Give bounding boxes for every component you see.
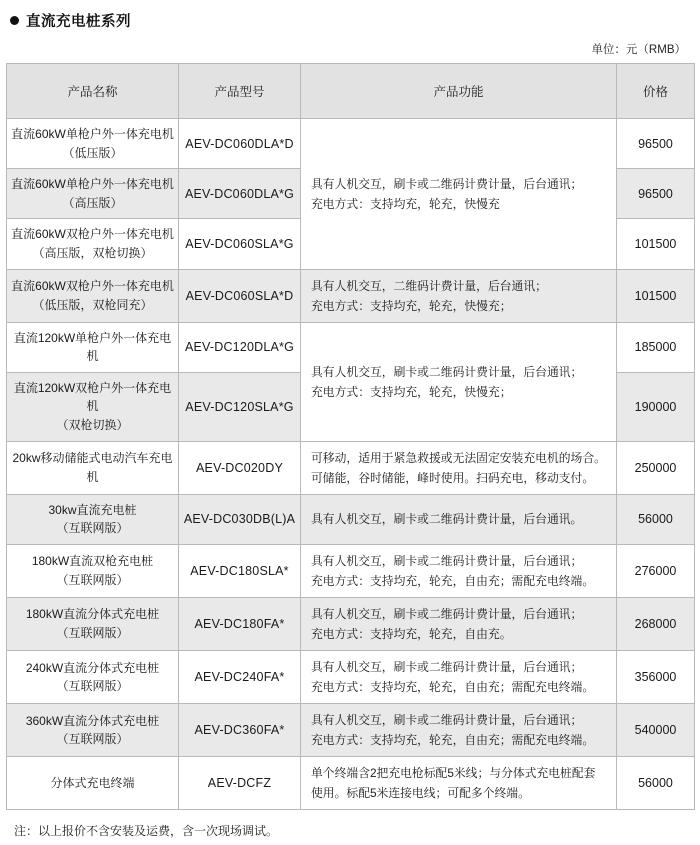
product-name-line1: 直流60kW单枪户外一体充电机: [11, 177, 174, 192]
table-header-row: [7, 64, 695, 119]
product-price-table: [6, 63, 695, 810]
cell-product-model: AEV-DC120SLA*G: [179, 372, 301, 441]
function-line2: 充电方式：支持均充，轮充，自由充；需配充电终端。: [311, 680, 595, 695]
cell-product-name: [7, 598, 179, 651]
cell-price: 276000: [617, 544, 695, 597]
column-header-product-function: 产品功能: [301, 64, 617, 119]
function-line2: 充电方式：支持均充，轮充，自由充；需配充电终端。: [311, 733, 595, 748]
table-row: [7, 651, 695, 704]
cell-price: 96500: [617, 169, 695, 219]
cell-price: 56000: [617, 494, 695, 544]
footer-note: 注：以上报价不含安装及运费，含一次现场调试。: [14, 824, 279, 839]
cell-price: 101500: [617, 269, 695, 322]
function-line1: 具有人机交互，刷卡或二维码计费计量，后台通讯；: [311, 607, 583, 621]
cell-price: 540000: [617, 704, 695, 757]
cell-product-name: [7, 372, 179, 441]
column-header-price: 价格: [617, 64, 695, 119]
cell-price: 250000: [617, 441, 695, 494]
table-row: [7, 757, 695, 810]
cell-price: 56000: [617, 757, 695, 810]
cell-product-function: [301, 651, 617, 704]
function-line1: 具有人机交互，刷卡或二维码计费计量，后台通讯；: [311, 713, 583, 728]
cell-product-function: [301, 494, 617, 544]
product-name-line2: （双枪切换）: [56, 418, 129, 433]
product-name-line1: 直流60kW双枪户外一体充电机: [11, 227, 174, 242]
cell-price: 96500: [617, 119, 695, 169]
function-line1: 单个终端含2把充电枪标配5米线；与分体式充电桩配套: [311, 766, 596, 781]
product-name-line2: （互联网版）: [56, 521, 129, 536]
table-row: [7, 269, 695, 322]
cell-product-model: AEV-DC030DB(L)A: [179, 494, 301, 544]
cell-product-name: [7, 119, 179, 169]
cell-product-name: [7, 441, 179, 494]
table-row: [7, 598, 695, 651]
product-name-line1: 240kW直流分体式充电桩: [25, 660, 160, 675]
product-name-line2: （高压版，双枪切换）: [32, 245, 153, 260]
cell-product-function: [301, 544, 617, 597]
product-name-line1: 直流60kW单枪户外一体充电机: [11, 127, 174, 141]
unit-label: 单位：元（RMB）: [591, 44, 686, 56]
cell-product-name: [7, 322, 179, 372]
function-line2: 充电方式：支持均充，轮充，快慢充；: [311, 298, 512, 313]
table-body: [7, 119, 695, 810]
cell-product-name: [7, 704, 179, 757]
cell-product-model: AEV-DC060SLA*G: [179, 219, 301, 269]
cell-price: 185000: [617, 322, 695, 372]
function-line1: 具有人机交互，刷卡或二维码计费计量，后台通讯；: [311, 553, 583, 568]
cell-product-model: AEV-DCFZ: [179, 757, 301, 810]
cell-product-model: AEV-DC180SLA*: [179, 544, 301, 597]
function-line2: 充电方式：支持均充，轮充，快慢充；: [311, 384, 512, 399]
cell-product-model: AEV-DC020DY: [179, 441, 301, 494]
cell-price: 101500: [617, 219, 695, 269]
function-line2: 充电方式：支持均充，轮充，快慢充: [311, 196, 500, 211]
cell-product-function: [301, 757, 617, 810]
product-name-line2: （高压版）: [62, 195, 123, 210]
product-name-line1: 直流120kW单枪户外一体充电机: [13, 330, 172, 364]
product-name-line2: （低压版，双枪同充）: [32, 297, 153, 312]
product-name-line2: （互联网版）: [56, 572, 129, 587]
cell-product-model: AEV-DC240FA*: [179, 651, 301, 704]
cell-product-function-merged-c: [301, 322, 617, 441]
function-line1: 具有人机交互，刷卡或二维码计费计量，后台通讯。: [311, 512, 583, 527]
cell-product-model: AEV-DC060DLA*D: [179, 119, 301, 169]
product-name-line2: （互联网版）: [56, 732, 129, 747]
cell-price: 356000: [617, 651, 695, 704]
product-name-line1: 360kW直流分体式充电桩: [25, 713, 160, 728]
cell-product-function-merged-b: [301, 269, 617, 322]
product-name-line2: （互联网版）: [56, 679, 129, 694]
cell-product-function: [301, 704, 617, 757]
table-row: [7, 544, 695, 597]
page-title-text: 直流充电桩系列: [26, 14, 131, 30]
column-header-product-model: 产品型号: [179, 64, 301, 119]
product-name-line1: 180kW直流分体式充电桩: [25, 607, 160, 622]
function-line1: 具有人机交互，刷卡或二维码计费计量，后台通讯；: [311, 176, 583, 191]
function-line2: 充电方式：支持均充，轮充，自由充。: [311, 627, 512, 642]
product-name-line1: 180kW直流双枪充电桩: [31, 554, 154, 569]
cell-product-model: AEV-DC120DLA*G: [179, 322, 301, 372]
product-name-line1: 分体式充电终端: [50, 776, 135, 791]
function-line1: 可移动，适用于紧急救援或无法固定安装充电机的场合。: [311, 450, 606, 465]
bullet-dot-icon: [10, 16, 19, 25]
table-row: [7, 119, 695, 169]
cell-product-name: [7, 169, 179, 219]
product-name-line1: 直流120kW双枪户外一体充电机: [13, 380, 172, 414]
cell-price: 190000: [617, 372, 695, 441]
product-name-line2: （互联网版）: [56, 626, 129, 641]
product-name-line1: 20kw移动储能式电动汽车充电机: [12, 451, 173, 484]
function-line2: 可储能，谷时储能，峰时使用。扫码充电，移动支付。: [311, 470, 595, 485]
cell-product-function: [301, 598, 617, 651]
cell-product-model: AEV-DC060SLA*D: [179, 269, 301, 322]
cell-product-model: AEV-DC180FA*: [179, 598, 301, 651]
cell-price: 268000: [617, 598, 695, 651]
function-line2: 充电方式：支持均充，轮充，自由充；需配充电终端。: [311, 573, 595, 588]
cell-product-function-merged-a: [301, 119, 617, 270]
function-line1: 具有人机交互，刷卡或二维码计费计量，后台通讯；: [311, 364, 583, 379]
table-row: [7, 441, 695, 494]
function-line1: 具有人机交互，刷卡或二维码计费计量，后台通讯；: [311, 660, 583, 675]
cell-product-name: [7, 544, 179, 597]
table-row: [7, 322, 695, 372]
cell-product-name: [7, 757, 179, 810]
page-title: [6, 8, 694, 31]
cell-product-function: [301, 441, 617, 494]
cell-product-name: [7, 494, 179, 544]
table-row: [7, 494, 695, 544]
function-line2: 使用。标配5米连接电线；可配多个终端。: [311, 786, 530, 801]
product-name-line2: （低压版）: [62, 145, 123, 160]
product-name-line1: 30kw直流充电桩: [48, 502, 137, 517]
cell-product-name: [7, 269, 179, 322]
cell-product-name: [7, 219, 179, 269]
cell-product-model: AEV-DC060DLA*G: [179, 169, 301, 219]
cell-product-name: [7, 651, 179, 704]
product-name-line1: 直流60kW双枪户外一体充电机: [11, 279, 174, 294]
table-header: [7, 64, 695, 119]
cell-product-model: AEV-DC360FA*: [179, 704, 301, 757]
table-row: [7, 704, 695, 757]
column-header-product-name: 产品名称: [7, 64, 179, 119]
function-line1: 具有人机交互，二维码计费计量，后台通讯；: [311, 278, 547, 293]
